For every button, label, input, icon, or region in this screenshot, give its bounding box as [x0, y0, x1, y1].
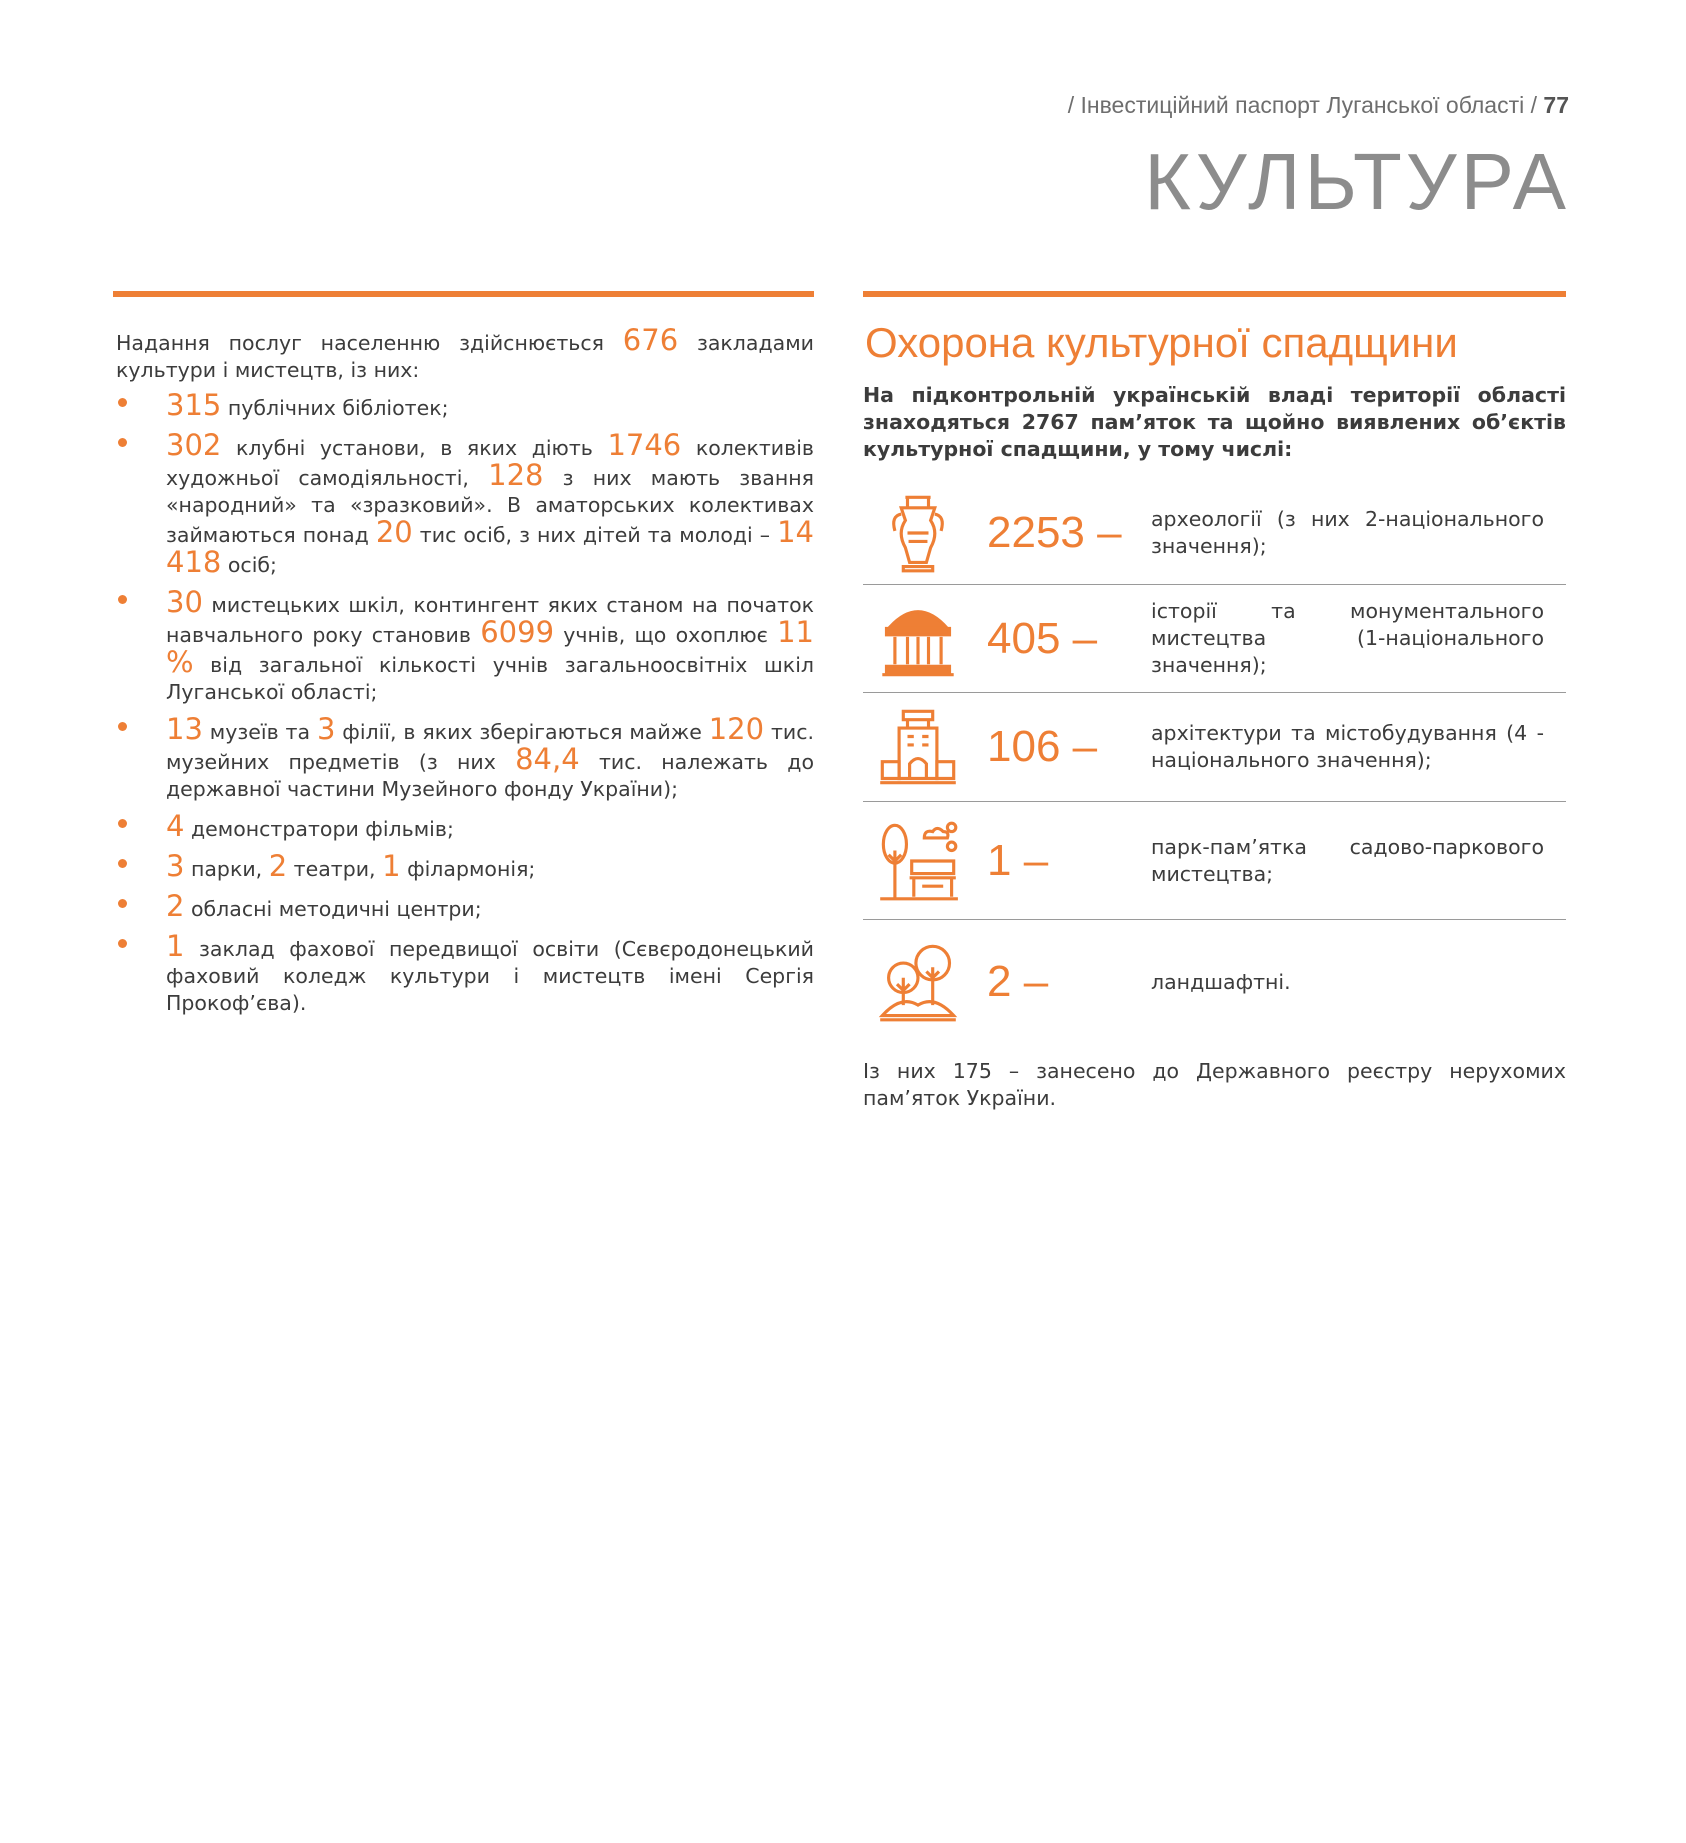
bullet-icon [118, 722, 127, 731]
heritage-list [863, 481, 1566, 1044]
heritage-footnote: Із них 175 – занесено до Державного реєстру нерухомих пам’яток України. [863, 1059, 1566, 1110]
heritage-row-archaeology [863, 481, 1566, 585]
heritage-desc: архітектури та містобудування (4 - національного значення); [1151, 721, 1544, 772]
rotunda-icon [863, 597, 973, 681]
heritage-value: 1 – [987, 835, 1049, 885]
heritage-row-landscape [863, 920, 1566, 1044]
section-title: Охорона культурної спадщини [865, 319, 1458, 366]
heritage-row-park [863, 802, 1566, 920]
heritage-desc: парк-пам’ятка садово-паркового мистецтва; [1151, 834, 1544, 886]
services-intro: Надання послуг населенню здійснюється 676 закладами культури і мистецтв, із них: [116, 323, 814, 382]
running-header [1068, 92, 1569, 119]
bullet-icon [118, 939, 127, 948]
park-bench-icon [863, 819, 973, 903]
services-list [116, 388, 814, 1017]
bullet-icon [118, 595, 127, 604]
bullet-icon [118, 899, 127, 908]
right-orange-rule [863, 291, 1566, 297]
monument-building-icon [863, 705, 973, 789]
list-item: 3 парки, 2 театри, 1 філармонія; [116, 853, 814, 883]
heritage-value: 2 – [987, 957, 1049, 1006]
list-item: 1 заклад фахової передвищої освіти (Сєвєродонецький фаховий коледж культури і мистецтв імені Сергія Прокоф’єва). [116, 933, 814, 1017]
amphora-icon [863, 491, 973, 575]
heritage-value: 2253 – [987, 507, 1122, 557]
bullet-icon [118, 859, 127, 868]
heritage-row-architecture [863, 693, 1566, 802]
list-item: 13 музеїв та 3 філії, в яких зберігаються майже 120 тис. музейних предметів (з них 84,4 тис. належать до державної частини Музейного фонду України); [116, 716, 814, 803]
list-item: 302 клубні установи, в яких діють 1746 колективів художньої самодіяльності, 128 з них мають звання «народний» та «зразковий». В аматорських колективах займаються понад 20 тис осіб, з них дітей та молоді – 14 418 осіб; [116, 432, 814, 579]
heritage-column [863, 319, 1566, 1112]
services-column [116, 323, 814, 1027]
bullet-icon [118, 819, 127, 828]
list-item: 2 обласні методичні центри; [116, 893, 814, 923]
heritage-lead: На підконтрольній українській владі території області знаходяться 2767 пам’яток та щойно виявлених об’єктів культурної спадщини, у тому числі: [863, 383, 1566, 461]
page-number: 77 [1543, 92, 1569, 118]
heritage-value: 405 – [987, 613, 1098, 663]
left-orange-rule [113, 291, 814, 297]
list-item: 4 демонстратори фільмів; [116, 813, 814, 843]
heritage-value: 106 – [987, 722, 1098, 771]
list-item: 30 мистецьких шкіл, контингент яких станом на початок навчального року становив 6099 учнів, що охоплює 11 % від загальної кількості учнів загальноосвітніх шкіл Луганської області; [116, 589, 814, 706]
landscape-trees-icon [863, 940, 973, 1024]
heritage-desc: історії та монументального мистецтва (1-національного значення); [1151, 599, 1544, 677]
page-title: КУЛЬТУРА [1144, 137, 1570, 226]
bullet-icon [118, 438, 127, 447]
heritage-row-history [863, 585, 1566, 693]
heritage-desc: археології (з них 2-національного значення); [1151, 506, 1544, 558]
list-item: 315 публічних бібліотек; [116, 392, 814, 422]
bullet-icon [118, 398, 127, 407]
heritage-desc: ландшафтні. [1151, 969, 1291, 994]
running-title: / Інвестиційний паспорт Луганської області / [1067, 92, 1538, 118]
